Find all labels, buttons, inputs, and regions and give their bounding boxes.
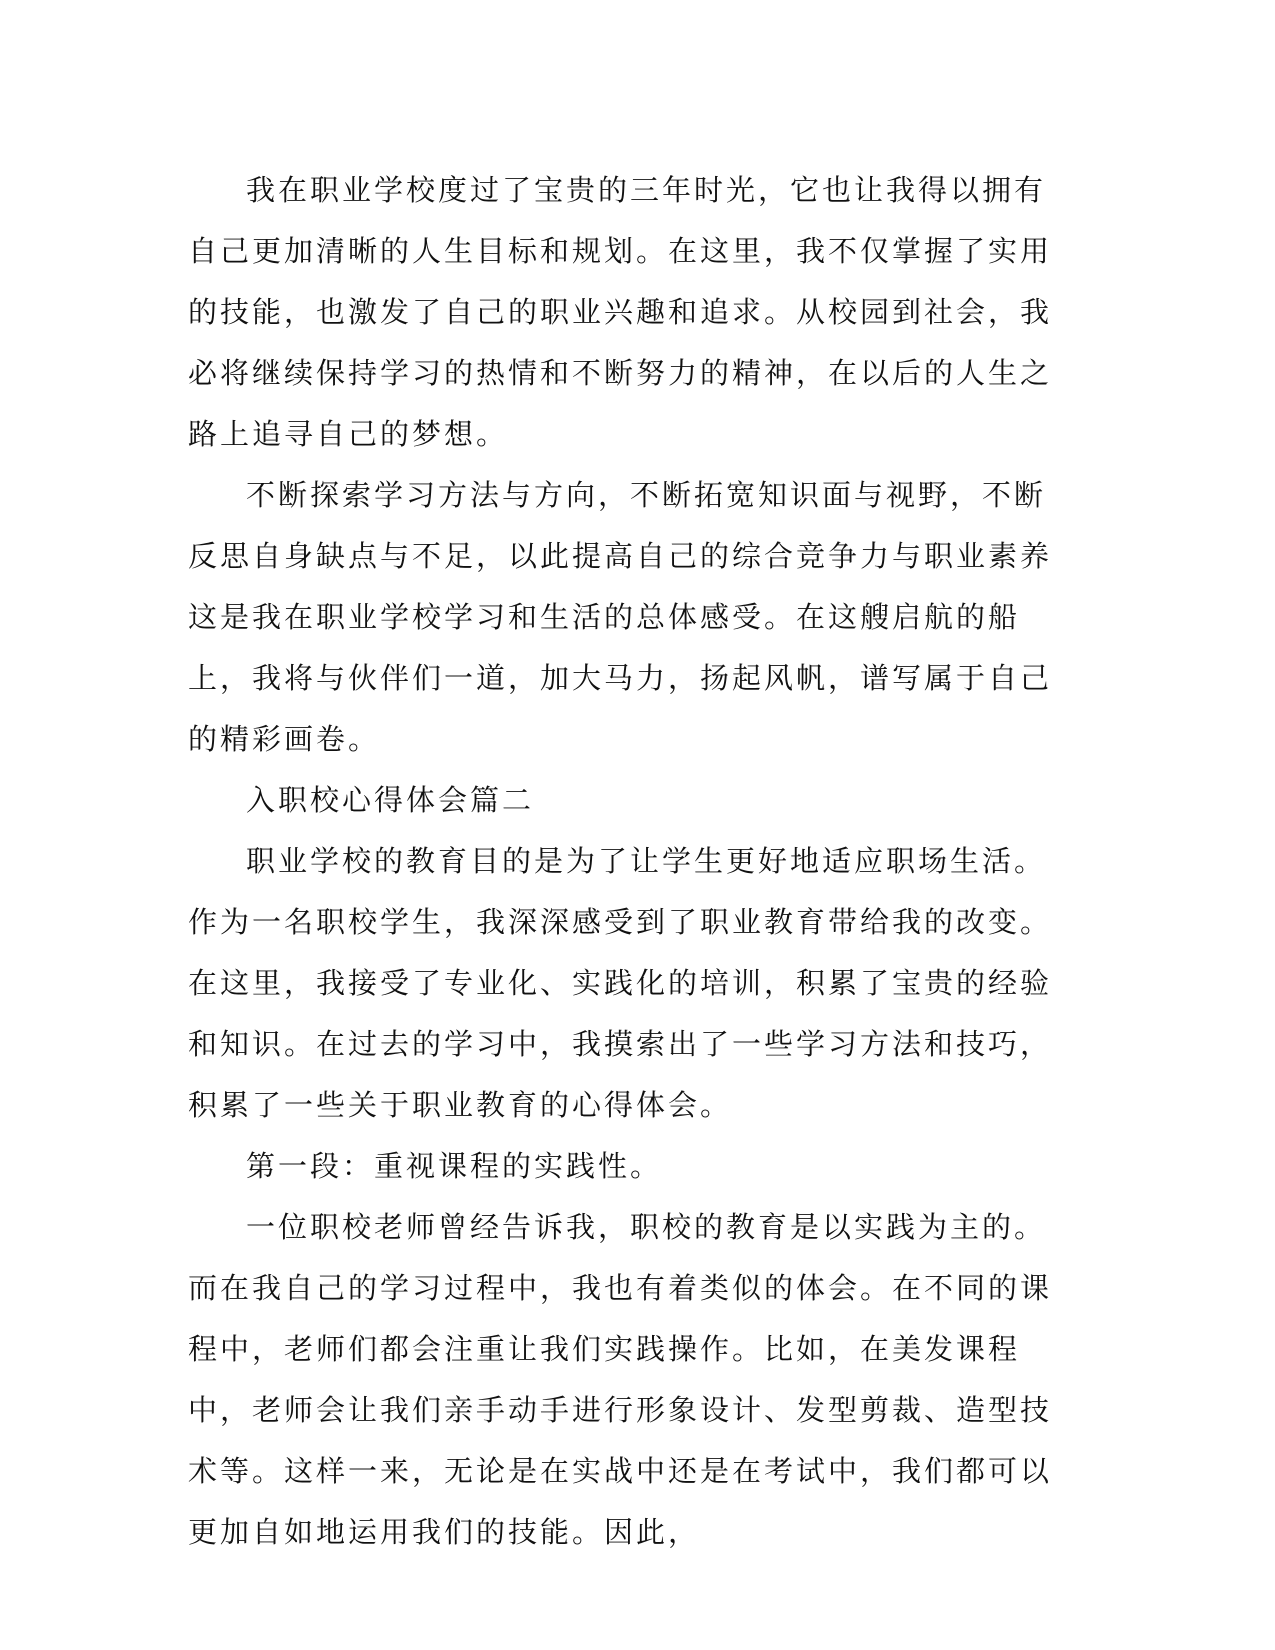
paragraph-2: 不断探索学习方法与方向，不断拓宽知识面与视野，不断反思自身缺点与不足，以此提高自己的综合竞争力与职业素养这是我在职业学校学习和生活的总体感受。在这艘启航的船上，我将与伙伴们一道，加大马力，扬起风帆，谱写属于自己的精彩画卷。 bbox=[188, 478, 1053, 756]
subsection-heading: 第一段：重视课程的实践性。 bbox=[246, 1149, 663, 1183]
paragraph-4: 一位职校老师曾经告诉我，职校的教育是以实践为主的。而在我自己的学习过程中，我也有着类似的体会。在不同的课程中，老师们都会注重让我们实践操作。比如，在美发课程中，老师会让我们亲手动手进行形象设计、发型剪裁、造型技术等。这样一来，无论是在实战中还是在考试中，我们都可以更加自如地运用我们的技能。因此， bbox=[188, 1210, 1053, 1549]
document-body bbox=[188, 160, 1073, 1563]
section-heading: 入职校心得体会篇二 bbox=[246, 783, 535, 817]
paragraph-1: 我在职业学校度过了宝贵的三年时光，它也让我得以拥有自己更加清晰的人生目标和规划。在这里，我不仅掌握了实用的技能，也激发了自己的职业兴趣和追求。从校园到社会，我必将继续保持学习的热情和不断努力的精神，在以后的人生之路上追寻自己的梦想。 bbox=[188, 173, 1053, 451]
paragraph-3: 职业学校的教育目的是为了让学生更好地适应职场生活。作为一名职校学生，我深深感受到了职业教育带给我的改变。在这里，我接受了专业化、实践化的培训，积累了宝贵的经验和知识。在过去的学习中，我摸索出了一些学习方法和技巧，积累了一些关于职业教育的心得体会。 bbox=[188, 844, 1053, 1122]
